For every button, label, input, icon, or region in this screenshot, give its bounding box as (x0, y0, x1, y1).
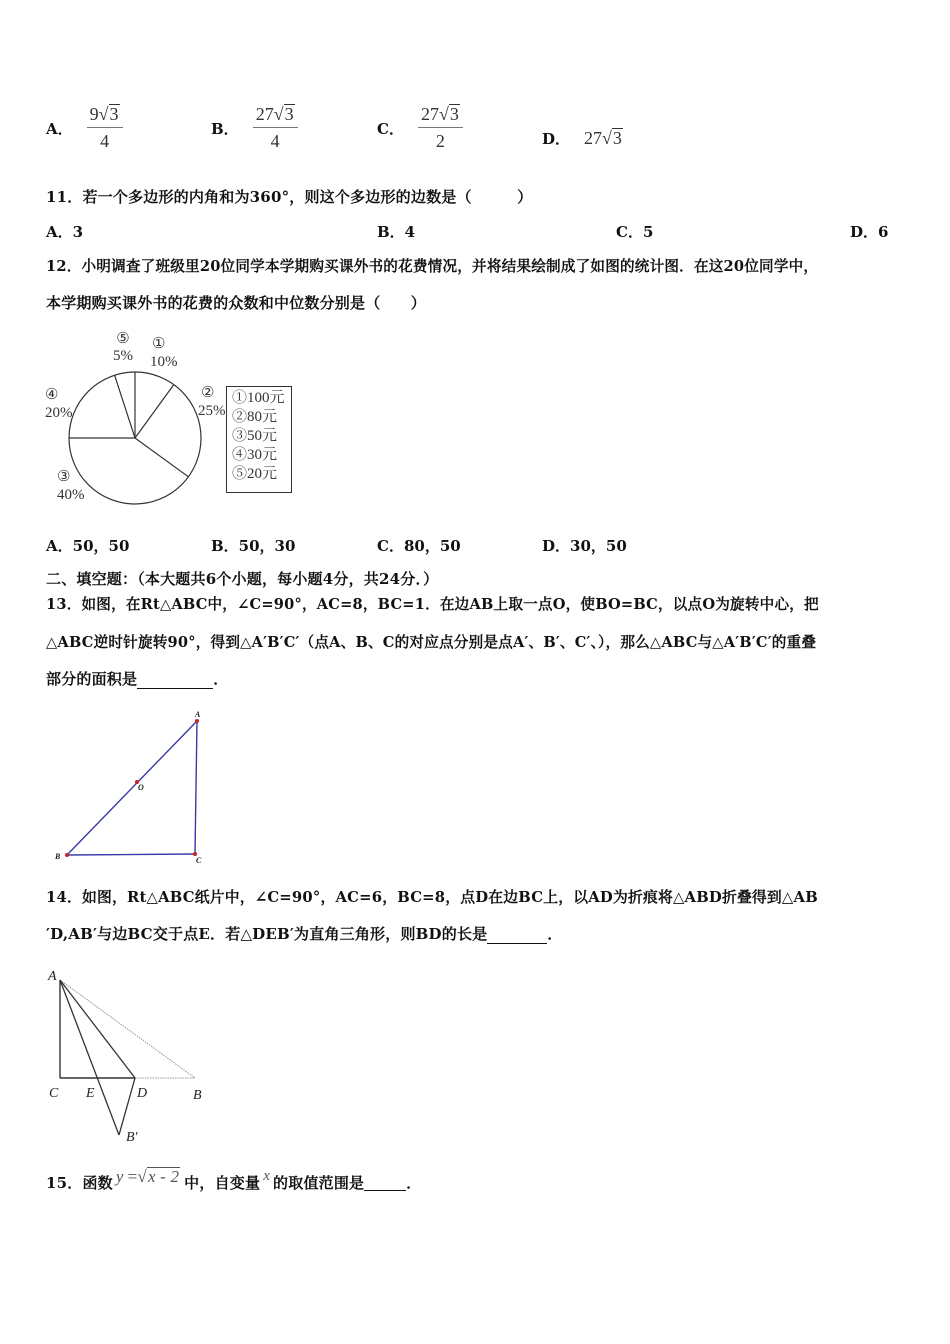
q10-option-d (542, 128, 623, 149)
segment-ad (60, 980, 135, 1078)
q12-stem-line2: 本学期购买课外书的花费的众数和中位数分别是（ ） (46, 294, 427, 312)
q11-option-d: D．6 (850, 223, 889, 241)
q11-option-a: A．3 (46, 223, 84, 241)
q12-option-b: B．50，30 (211, 537, 296, 555)
option-label: B． (211, 119, 239, 138)
q12-option-d: D．30，50 (542, 537, 627, 555)
legend-item: ①100元 (232, 390, 285, 406)
q11-stem: 11．若一个多边形的内角和为360°，则这个多边形的边数是（ ） (46, 188, 533, 206)
label-b: B (193, 1088, 202, 1103)
q14-stem-line2: ′D,AB′与边BC交于点E．若△DEB′为直角三角形，则BD的长是 ． (46, 925, 563, 943)
slice-label-2: ② 25% (198, 385, 226, 419)
slice-label-5: ⑤ 5% (113, 331, 133, 364)
section-heading: 二、填空题：（本大题共6个小题，每小题4分，共24分．） (46, 570, 439, 588)
q11-option-b: B．4 (377, 223, 416, 241)
segment-ab-prime (60, 980, 119, 1135)
q13-stem-line2: △ABC逆时针旋转90°，得到△A′B′C′（点A、B、C的对应点分别是点A′、B′、C′、），那么△ABC与△A′B′C′的重叠 (46, 634, 817, 651)
segment-ab (67, 721, 197, 855)
label-c: C (49, 1086, 59, 1101)
chart-legend (226, 386, 292, 493)
option-label: D． (542, 130, 571, 148)
label-c: C (196, 856, 202, 865)
slice-label-1: ① 10% (150, 336, 178, 370)
fraction: 9 √ 3 4 (87, 104, 123, 152)
q10-option-c (377, 104, 463, 152)
segment-ac (195, 721, 197, 854)
answer-blank[interactable] (487, 925, 547, 944)
segment-ab-dotted (60, 980, 195, 1078)
answer-blank[interactable] (137, 670, 213, 689)
q15-stem: 15．函数 y = √ x - 2 中，自变量 x 的取值范围是 ． (46, 1167, 422, 1192)
q13-stem-line3: 部分的面积是 ． (46, 670, 229, 688)
fraction: 27 √ 3 2 (418, 104, 463, 152)
legend-item: ④30元 (232, 447, 278, 463)
q13-stem-line1: 13．如图，在Rt△ABC中，∠C=90°，AC=8，BC=1．在边AB上取一点O，使BO=BC，以点O为旋转中心，把 (46, 596, 819, 613)
label-o: O (138, 783, 144, 792)
legend-item: ③50元 (232, 428, 278, 444)
q12-stem-line1: 12．小明调查了班级里20位同学本学期购买课外书的花费情况，并将结果绘制成了如图的统计图．在这20位同学中， (46, 258, 819, 275)
label-b: B (55, 852, 61, 861)
fraction: 27 √ 3 4 (253, 104, 298, 152)
legend-item: ⑤20元 (232, 466, 278, 482)
q12-option-a: A．50，50 (46, 537, 130, 555)
answer-blank[interactable] (364, 1172, 406, 1191)
slice-label-3: ③ 40% (57, 469, 85, 503)
label-b-prime: B′ (126, 1130, 138, 1145)
q11-option-c: C．5 (616, 223, 654, 241)
segment-db-prime (119, 1078, 135, 1135)
option-label: A． (46, 119, 73, 138)
slice-label-4: ④ 20% (45, 387, 73, 421)
label-e: E (86, 1086, 95, 1101)
variable-x: x (263, 1168, 271, 1184)
q14-stem-line1: 14．如图，Rt△ABC纸片中，∠C=90°，AC=6，BC=8，点D在边BC上，以AD为折痕将△ABD折叠得到△AB (46, 889, 818, 906)
legend-item: ②80元 (232, 409, 278, 425)
q12-option-c: C．80，50 (377, 537, 461, 555)
point-a (195, 719, 199, 723)
radical-expression: 27 √ 3 (584, 128, 622, 148)
q13-triangle-figure (40, 700, 240, 870)
label-a: A (195, 710, 201, 719)
segment-bc (67, 854, 195, 855)
q10-option-b (211, 104, 298, 152)
q10-option-a (46, 104, 123, 152)
option-label: C． (377, 119, 404, 138)
function-formula: y = √ x - 2 (115, 1167, 180, 1186)
point-b (65, 853, 69, 857)
q14-fold-figure (40, 960, 220, 1150)
label-d: D (137, 1086, 148, 1101)
label-a: A (48, 969, 57, 984)
